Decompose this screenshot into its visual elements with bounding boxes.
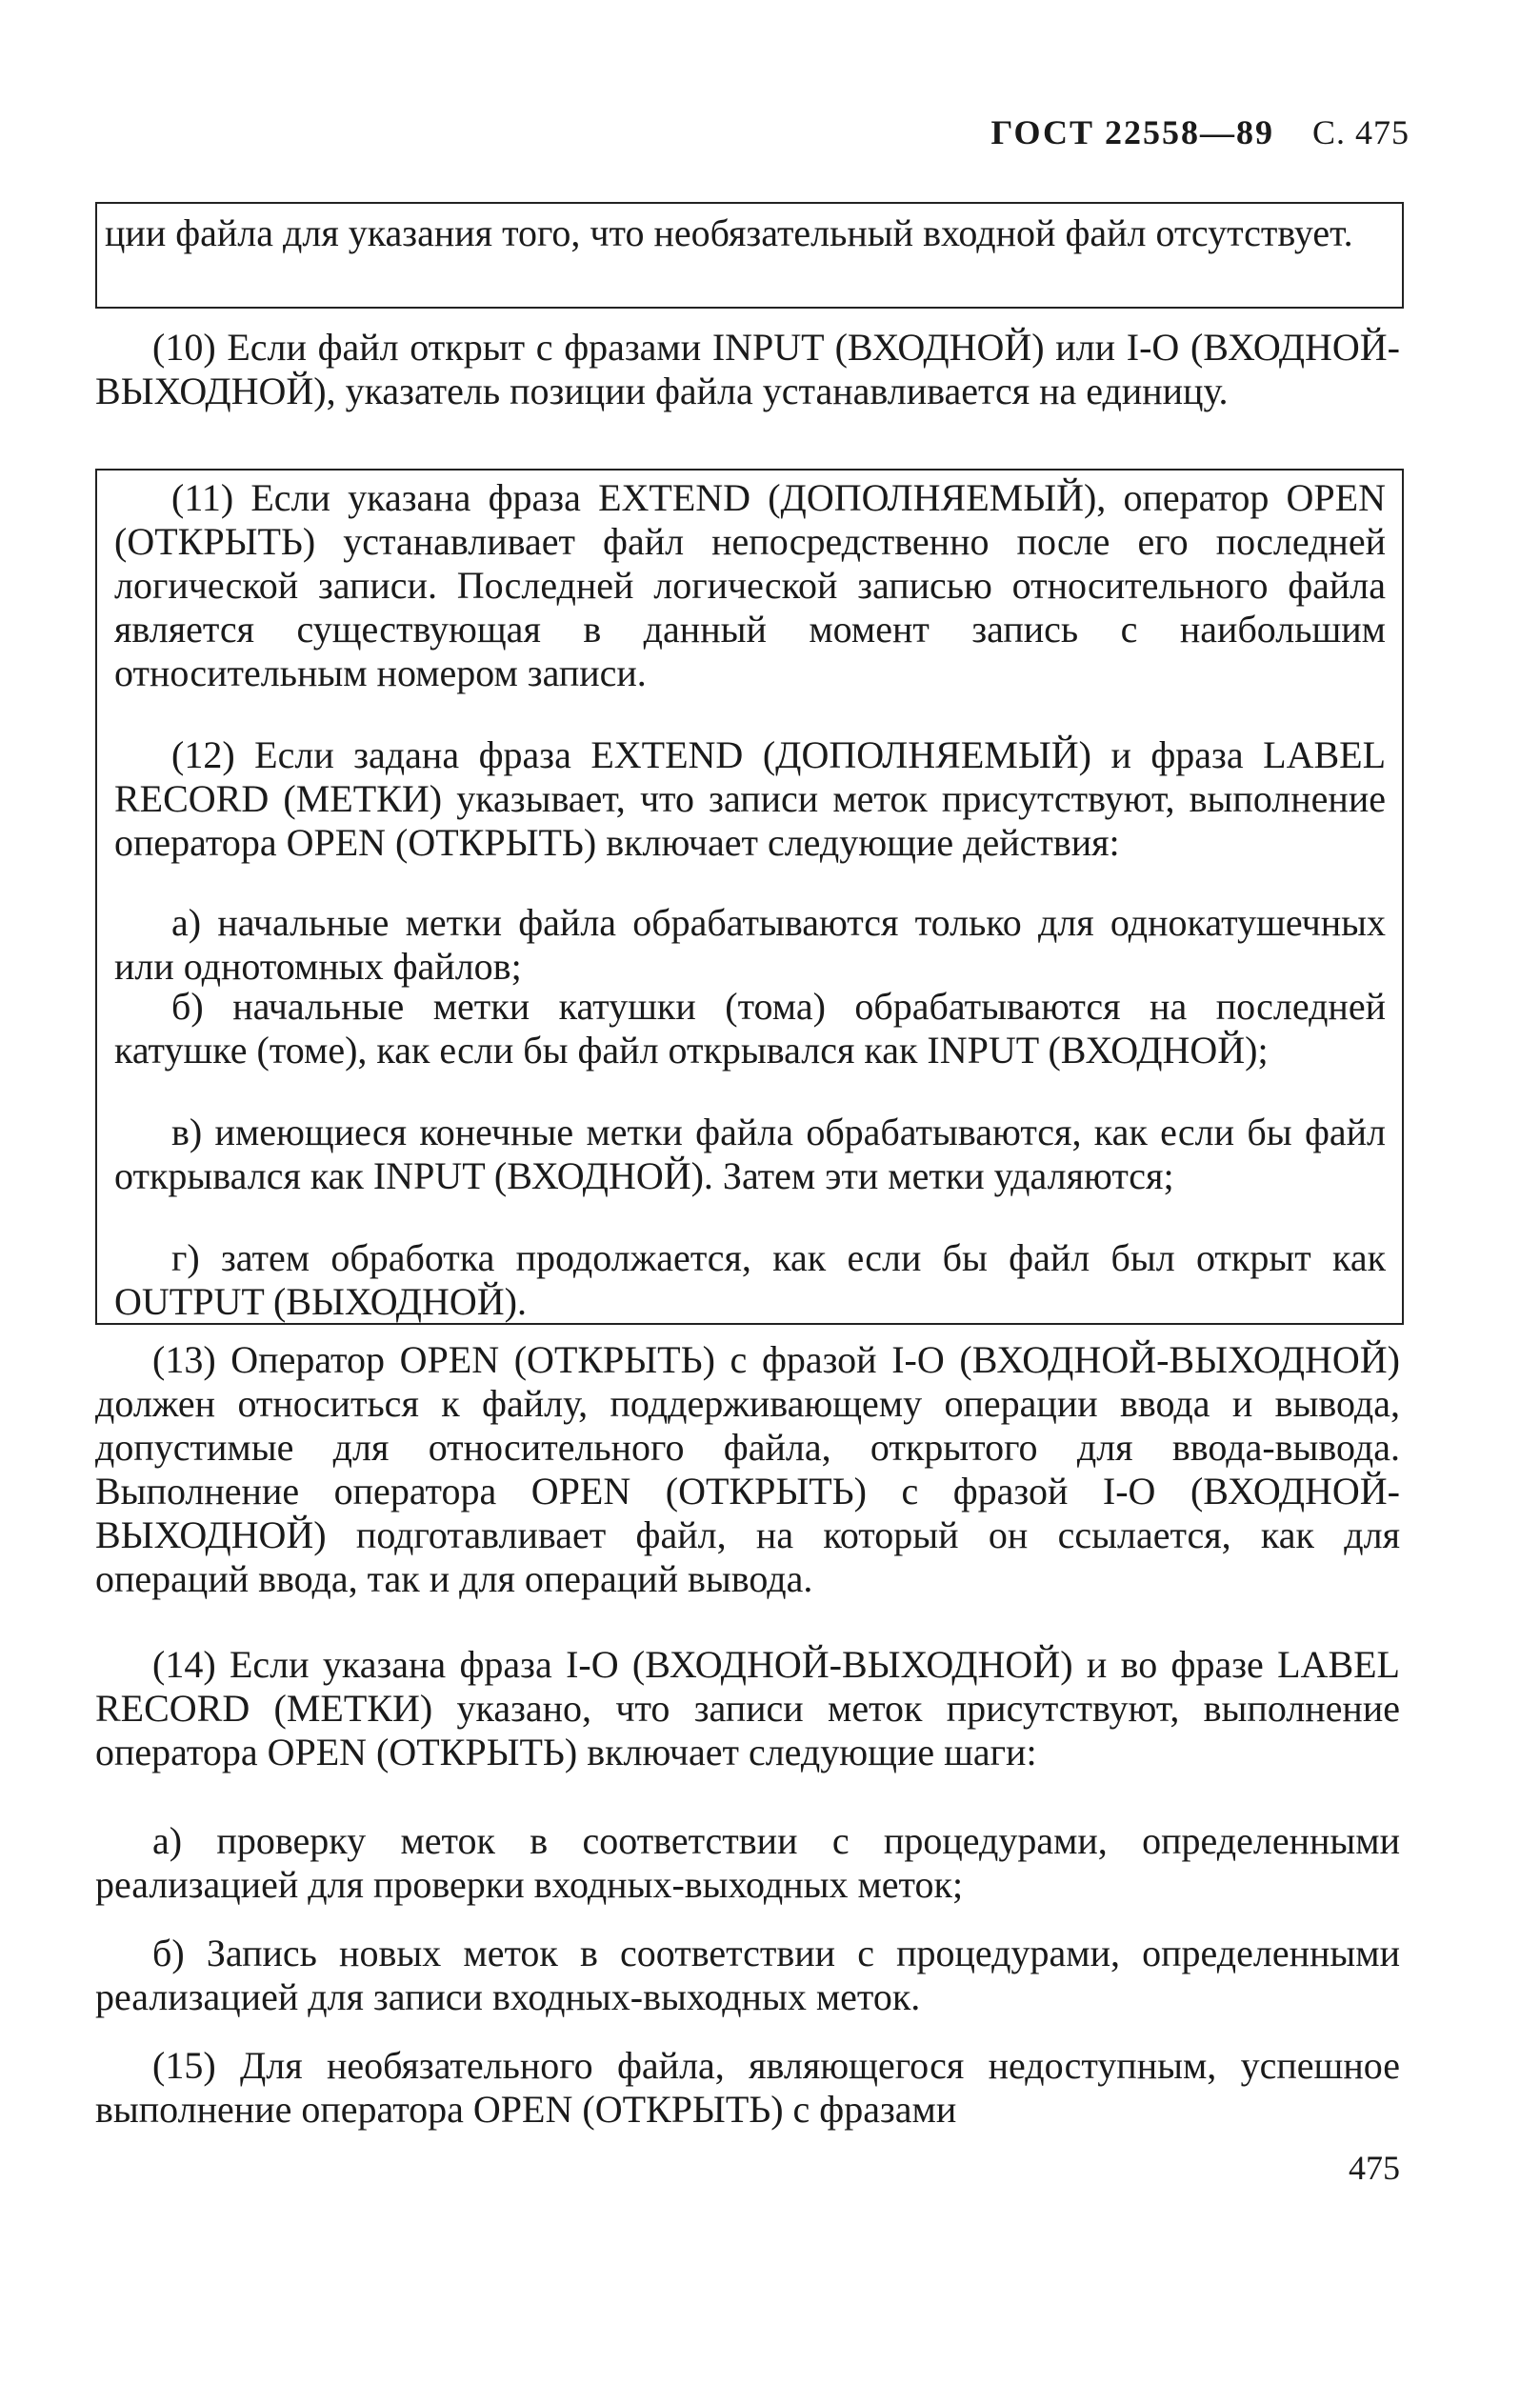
page-reference: С. 475: [1311, 113, 1410, 151]
item-a: а) начальные метки файла обрабатываются только для однокатушечных или однотомных файлов;: [114, 901, 1386, 988]
item-g: г) затем обработка продолжается, как если бы файл был открыт как OUTPUT (ВЫХОДНОЙ).: [114, 1236, 1386, 1323]
box1-text: ции файла для указания того, что необязательный входной файл отсутствует.: [105, 211, 1353, 254]
paragraph-12: (12) Если задана фраза EXTEND (ДОПОЛНЯЕМЫЙ) и фраза LABEL RECORD (МЕТКИ) указывает, что записи меток присутствуют, выполнение оператора OPEN (ОТКРЫТЬ) включает следующие действия:: [114, 733, 1386, 864]
paragraph-15: (15) Для необязательного файла, являющегося недоступным, успешное выполнение оператора OPEN (ОТКРЫТЬ) с фразами: [95, 2044, 1400, 2131]
paragraph-14-item-b: б) Запись новых меток в соответствии с процедурами, определенными реализацией для записи входных-выходных меток.: [95, 1932, 1400, 2018]
paragraph-13: (13) Оператор OPEN (ОТКРЫТЬ) с фразой I-O (ВХОДНОЙ-ВЫХОДНОЙ) должен относиться к файлу, поддерживающему операции ввода и вывода, допустимые для относительного файла, открытого для ввода-вывода. Выполнение оператора OPEN (ОТКРЫТЬ) с фразой I-O (ВХОДНОЙ-ВЫХОДНОЙ) подготавливает файл, на который он ссылается, как для операций ввода, так и для операций вывода.: [95, 1338, 1400, 1600]
paragraph-14: (14) Если указана фраза I-O (ВХОДНОЙ-ВЫХОДНОЙ) и во фразе LABEL RECORD (МЕТКИ) указано, что записи меток присутствуют, выполнение оператора OPEN (ОТКРЫТЬ) включает следующие шаги:: [95, 1643, 1400, 1773]
item-v: в) имеющиеся конечные метки файла обрабатываются, как если бы файл открывался как INPUT (ВХОДНОЙ). Затем эти метки удаляются;: [114, 1111, 1386, 1197]
standard-designation: ГОСТ 22558—89: [990, 113, 1274, 151]
paragraph-14-item-a: а) проверку меток в соответствии с процедурами, определенными реализацией для проверки входных-выходных меток;: [95, 1819, 1400, 1906]
item-b: б) начальные метки катушки (тома) обрабатываются на последней катушке (томе), как если бы файл открывался как INPUT (ВХОДНОЙ);: [114, 985, 1386, 1072]
page-header: [991, 112, 1410, 152]
paragraph-11: (11) Если указана фраза EXTEND (ДОПОЛНЯЕМЫЙ), оператор OPEN (ОТКРЫТЬ) устанавливает файл непосредственно после его последней логической записи. Последней логической записью относительного файла является существующая в данный момент запись с наибольшим относительным номером записи.: [114, 476, 1386, 694]
page-number: 475: [1349, 2149, 1400, 2187]
paragraph-10: (10) Если файл открыт с фразами INPUT (ВХОДНОЙ) или I-O (ВХОДНОЙ-ВЫХОДНОЙ), указатель позиции файла устанавливается на единицу.: [95, 326, 1400, 412]
